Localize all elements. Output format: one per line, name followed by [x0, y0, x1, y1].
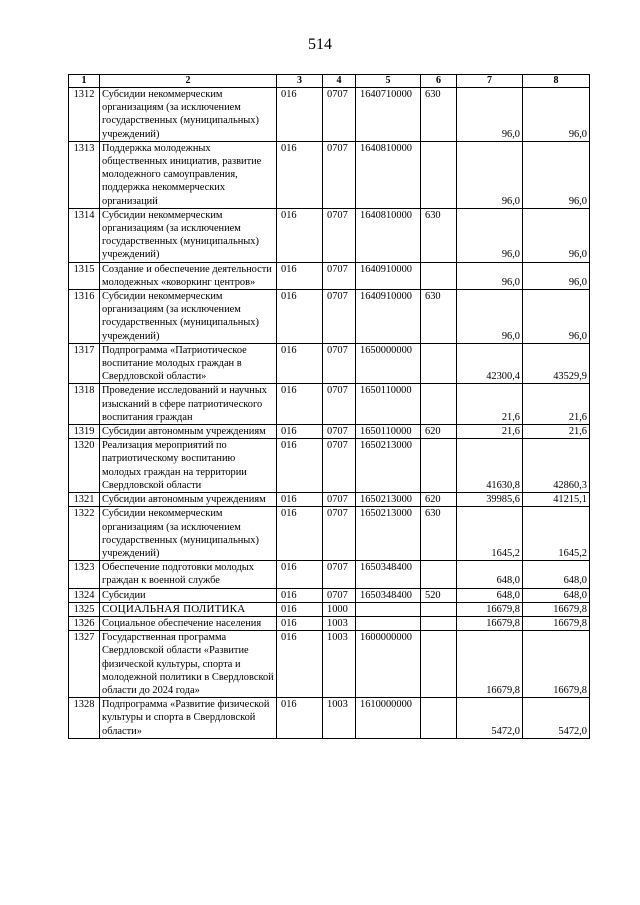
table-row: [69, 425, 590, 439]
row-amount-year-1: 96,0: [457, 141, 523, 208]
row-expense-type: [421, 141, 457, 208]
row-amount-year-1: 16679,8: [457, 616, 523, 630]
row-ministry-code: 016: [277, 290, 323, 344]
row-target-code: 1600000000: [356, 631, 421, 698]
table-row: [69, 88, 590, 142]
row-description: Субсидии некоммерческим организациям (за исключением государственных (муниципальных) учреждений): [100, 290, 277, 344]
row-ministry-code: 016: [277, 561, 323, 588]
row-target-code: 1650213000: [356, 493, 421, 507]
row-description: Субсидии автономным учреждениям: [100, 493, 277, 507]
table-row: [69, 208, 590, 262]
row-section-code: 0707: [323, 588, 356, 602]
row-ministry-code: 016: [277, 88, 323, 142]
row-number: 1321: [69, 493, 100, 507]
row-amount-year-2: 648,0: [523, 561, 590, 588]
page-number: 514: [308, 36, 332, 53]
row-number: 1323: [69, 561, 100, 588]
row-expense-type: 630: [421, 507, 457, 561]
table-row: [69, 507, 590, 561]
row-amount-year-1: 1645,2: [457, 507, 523, 561]
row-description: Обеспечение подготовки молодых граждан к военной службе: [100, 561, 277, 588]
row-amount-year-2: 96,0: [523, 88, 590, 142]
col-header-8: 8: [523, 75, 590, 88]
row-section-code: 0707: [323, 439, 356, 493]
row-number: 1316: [69, 290, 100, 344]
row-target-code: 1650213000: [356, 507, 421, 561]
row-number: 1326: [69, 616, 100, 630]
col-header-4: 4: [323, 75, 356, 88]
table-row: [69, 698, 590, 739]
row-ministry-code: 016: [277, 262, 323, 289]
row-section-code: 0707: [323, 343, 356, 384]
row-amount-year-1: 96,0: [457, 290, 523, 344]
table-row: [69, 439, 590, 493]
row-amount-year-2: 41215,1: [523, 493, 590, 507]
row-expense-type: [421, 616, 457, 630]
table-row: [69, 631, 590, 698]
row-ministry-code: 016: [277, 631, 323, 698]
row-number: 1318: [69, 384, 100, 425]
row-section-code: 0707: [323, 262, 356, 289]
row-section-code: 0707: [323, 493, 356, 507]
row-description: Подпрограмма «Патриотическое воспитание молодых граждан в Свердловской области»: [100, 343, 277, 384]
row-amount-year-2: 5472,0: [523, 698, 590, 739]
row-description: Поддержка молодежных общественных инициатив, развитие молодежного самоуправления, поддержка некоммерческих организаций: [100, 141, 277, 208]
row-target-code: 1640710000: [356, 88, 421, 142]
row-expense-type: [421, 561, 457, 588]
row-amount-year-1: 648,0: [457, 588, 523, 602]
col-header-1: 1: [69, 75, 100, 88]
row-ministry-code: 016: [277, 439, 323, 493]
row-number: 1312: [69, 88, 100, 142]
row-expense-type: [421, 343, 457, 384]
row-ministry-code: 016: [277, 493, 323, 507]
row-section-code: 1003: [323, 698, 356, 739]
row-amount-year-2: 16679,8: [523, 616, 590, 630]
row-expense-type: 620: [421, 425, 457, 439]
col-header-7: 7: [457, 75, 523, 88]
row-target-code: 1640810000: [356, 208, 421, 262]
row-description: Проведение исследований и научных изысканий в сфере патриотического воспитания граждан: [100, 384, 277, 425]
row-amount-year-1: 41630,8: [457, 439, 523, 493]
table-row: [69, 602, 590, 616]
row-number: 1317: [69, 343, 100, 384]
row-amount-year-2: 43529,9: [523, 343, 590, 384]
table-row: [69, 493, 590, 507]
row-expense-type: [421, 698, 457, 739]
row-section-code: 0707: [323, 141, 356, 208]
row-amount-year-1: 96,0: [457, 208, 523, 262]
col-header-3: 3: [277, 75, 323, 88]
row-section-code: 0707: [323, 88, 356, 142]
row-ministry-code: 016: [277, 698, 323, 739]
row-expense-type: [421, 384, 457, 425]
row-expense-type: [421, 602, 457, 616]
row-number: 1324: [69, 588, 100, 602]
row-amount-year-2: 96,0: [523, 208, 590, 262]
table-row: [69, 262, 590, 289]
row-ministry-code: 016: [277, 425, 323, 439]
col-header-6: 6: [421, 75, 457, 88]
row-number: 1320: [69, 439, 100, 493]
row-expense-type: [421, 631, 457, 698]
row-number: 1325: [69, 602, 100, 616]
row-number: 1314: [69, 208, 100, 262]
row-target-code: 1650348400: [356, 588, 421, 602]
table-row: [69, 141, 590, 208]
row-target-code: 1650213000: [356, 439, 421, 493]
row-number: 1315: [69, 262, 100, 289]
row-description: Социальное обеспечение населения: [100, 616, 277, 630]
row-target-code: 1650110000: [356, 384, 421, 425]
row-description: Субсидии некоммерческим организациям (за исключением государственных (муниципальных) учреждений): [100, 88, 277, 142]
row-target-code: 1640910000: [356, 290, 421, 344]
row-target-code: 1610000000: [356, 698, 421, 739]
budget-table: [68, 74, 590, 739]
row-target-code: 1650000000: [356, 343, 421, 384]
row-ministry-code: 016: [277, 384, 323, 425]
row-section-code: 0707: [323, 507, 356, 561]
row-ministry-code: 016: [277, 141, 323, 208]
row-amount-year-1: 96,0: [457, 262, 523, 289]
row-amount-year-1: 648,0: [457, 561, 523, 588]
row-description: СОЦИАЛЬНАЯ ПОЛИТИКА: [100, 602, 277, 616]
row-section-code: 0707: [323, 208, 356, 262]
row-section-code: 0707: [323, 290, 356, 344]
header-row: [69, 75, 590, 88]
row-expense-type: [421, 262, 457, 289]
row-section-code: 0707: [323, 561, 356, 588]
row-expense-type: 630: [421, 290, 457, 344]
row-expense-type: 620: [421, 493, 457, 507]
row-target-code: 1650110000: [356, 425, 421, 439]
row-amount-year-2: 21,6: [523, 425, 590, 439]
row-target-code: 1650348400: [356, 561, 421, 588]
row-amount-year-2: 21,6: [523, 384, 590, 425]
row-number: 1322: [69, 507, 100, 561]
row-section-code: 1003: [323, 631, 356, 698]
row-description: Подпрограмма «Развитие физической культуры и спорта в Свердловской области»: [100, 698, 277, 739]
table-row: [69, 343, 590, 384]
row-amount-year-1: 21,6: [457, 384, 523, 425]
row-amount-year-1: 16679,8: [457, 631, 523, 698]
table-row: [69, 290, 590, 344]
row-ministry-code: 016: [277, 343, 323, 384]
row-amount-year-1: 42300,4: [457, 343, 523, 384]
row-description: Субсидии некоммерческим организациям (за исключением государственных (муниципальных) учреждений): [100, 507, 277, 561]
row-number: 1328: [69, 698, 100, 739]
row-description: Создание и обеспечение деятельности молодежных «коворкинг центров»: [100, 262, 277, 289]
col-header-5: 5: [356, 75, 421, 88]
row-ministry-code: 016: [277, 208, 323, 262]
row-amount-year-1: 16679,8: [457, 602, 523, 616]
table-row: [69, 588, 590, 602]
row-amount-year-2: 16679,8: [523, 631, 590, 698]
row-amount-year-2: 96,0: [523, 290, 590, 344]
row-amount-year-2: 96,0: [523, 262, 590, 289]
row-description: Субсидии: [100, 588, 277, 602]
row-target-code: [356, 616, 421, 630]
row-amount-year-1: 5472,0: [457, 698, 523, 739]
row-amount-year-2: 1645,2: [523, 507, 590, 561]
row-description: Реализация мероприятий по патриотическому воспитанию молодых граждан на территории Свердловской области: [100, 439, 277, 493]
row-expense-type: 630: [421, 88, 457, 142]
row-amount-year-2: 42860,3: [523, 439, 590, 493]
row-amount-year-1: 96,0: [457, 88, 523, 142]
row-amount-year-2: 96,0: [523, 141, 590, 208]
table-row: [69, 384, 590, 425]
row-amount-year-2: 16679,8: [523, 602, 590, 616]
row-target-code: 1640910000: [356, 262, 421, 289]
row-amount-year-2: 648,0: [523, 588, 590, 602]
row-ministry-code: 016: [277, 602, 323, 616]
row-ministry-code: 016: [277, 616, 323, 630]
row-section-code: 0707: [323, 384, 356, 425]
table-row: [69, 561, 590, 588]
table-row: [69, 616, 590, 630]
row-description: Государственная программа Свердловской области «Развитие физической культуры, спорта и молодежной политики в Свердловской области до 2024 года»: [100, 631, 277, 698]
row-amount-year-1: 21,6: [457, 425, 523, 439]
row-number: 1319: [69, 425, 100, 439]
row-amount-year-1: 39985,6: [457, 493, 523, 507]
row-target-code: 1640810000: [356, 141, 421, 208]
col-header-2: 2: [100, 75, 277, 88]
row-expense-type: [421, 439, 457, 493]
row-expense-type: 630: [421, 208, 457, 262]
row-description: Субсидии некоммерческим организациям (за исключением государственных (муниципальных) учреждений): [100, 208, 277, 262]
row-ministry-code: 016: [277, 507, 323, 561]
row-section-code: 0707: [323, 425, 356, 439]
row-description: Субсидии автономным учреждениям: [100, 425, 277, 439]
row-number: 1313: [69, 141, 100, 208]
row-target-code: [356, 602, 421, 616]
row-expense-type: 520: [421, 588, 457, 602]
row-number: 1327: [69, 631, 100, 698]
row-ministry-code: 016: [277, 588, 323, 602]
row-section-code: 1000: [323, 602, 356, 616]
row-section-code: 1003: [323, 616, 356, 630]
